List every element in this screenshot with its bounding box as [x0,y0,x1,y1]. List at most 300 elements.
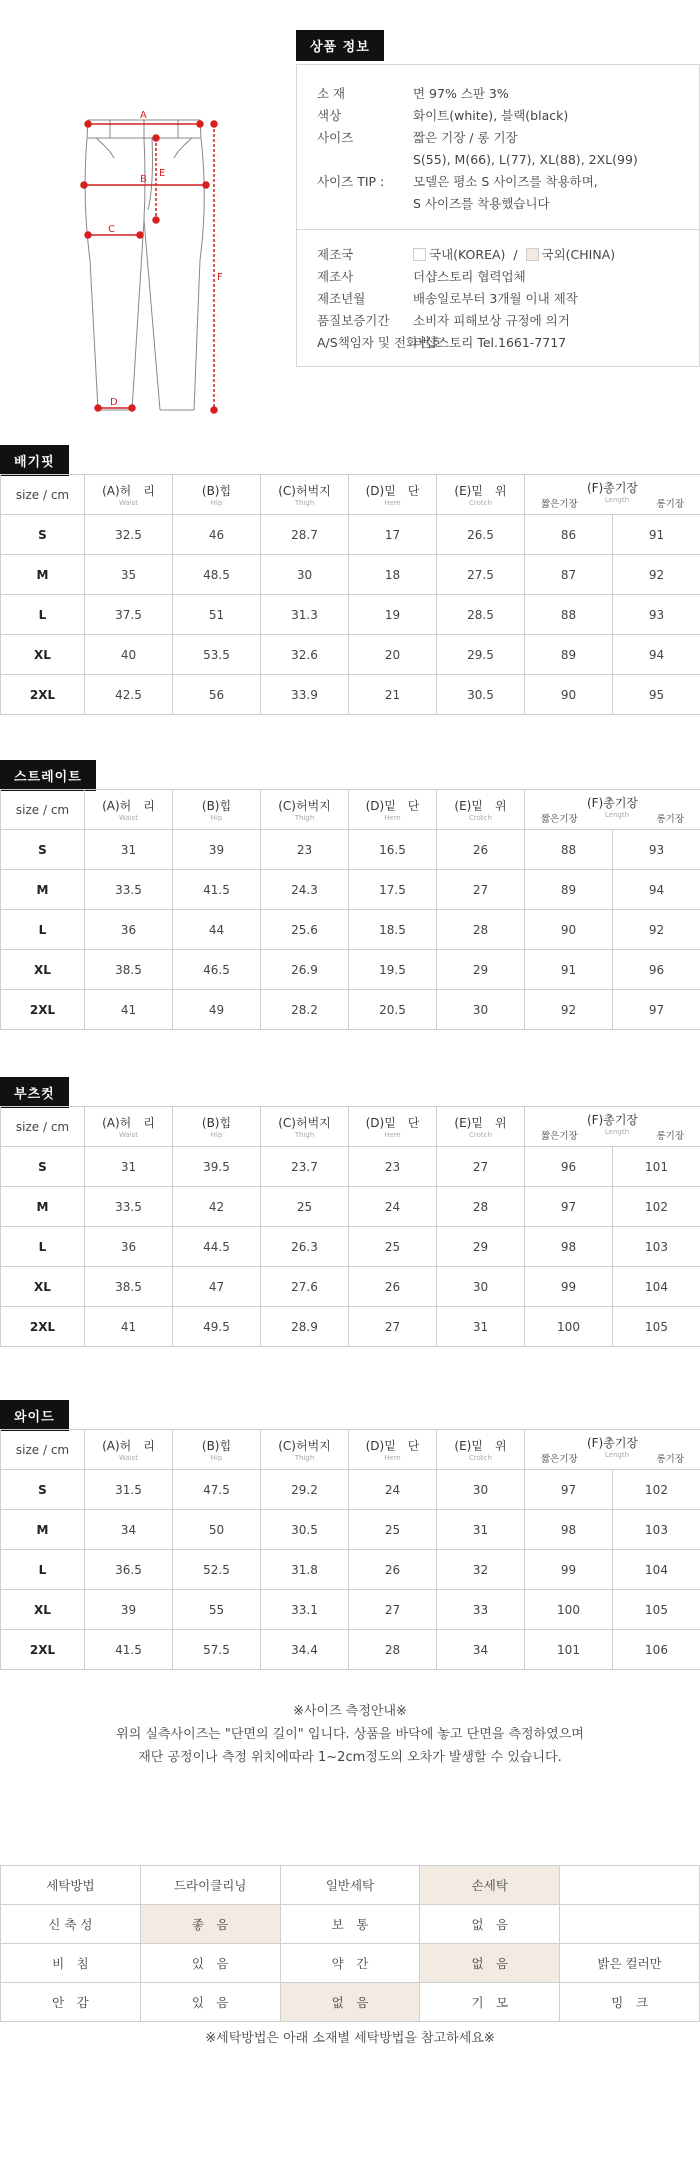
value-cell-short: 91 [525,950,613,990]
spec-row [297,105,699,127]
spec-row [297,127,699,149]
table-row [1,830,700,870]
size-cell: S [1,830,85,870]
value-cell-short: 98 [525,1227,613,1267]
value-cell-e: 31 [437,1307,525,1347]
header-b [173,1430,261,1470]
value-cell-long: 104 [613,1550,700,1590]
value-cell-b: 56 [173,675,261,715]
value-cell-short: 92 [525,990,613,1030]
value-cell-c: 29.2 [261,1470,349,1510]
manufacture-row [297,288,699,310]
care-cell: 기 모 [420,1983,560,2022]
value-cell-a: 36 [85,910,173,950]
header-short-label: 짧은기장 [541,1454,578,1465]
care-cell: 밝은 컬러만 [560,1944,700,1983]
manufacture-value: 더샵스토리 협력업체 [413,269,526,284]
manufacture-value: 소비자 피해보상 규정에 의거 [413,313,570,328]
size-cell: 2XL [1,1307,85,1347]
value-cell-b: 44 [173,910,261,950]
pants-illustration [70,80,230,420]
value-cell-short: 101 [525,1630,613,1670]
value-cell-d: 26 [349,1550,437,1590]
header-e-label: (E)밑 위 [454,1116,507,1130]
value-cell-b: 57.5 [173,1630,261,1670]
header-a-label: (A)허 리 [102,484,155,498]
value-cell-short: 88 [525,595,613,635]
table-row [1,1590,700,1630]
value-cell-a: 36.5 [85,1550,173,1590]
value-cell-b: 50 [173,1510,261,1550]
country-label: 제조국 [317,247,354,262]
value-cell-long: 103 [613,1510,700,1550]
header-length-en: Length [605,1128,630,1136]
value-cell-a: 31 [85,1147,173,1187]
size-cell: S [1,515,85,555]
header-c-sub: Thigh [294,814,315,822]
manufacture-label: 제조년월 [317,291,366,306]
table-row [1,1307,700,1347]
header-length-label: (F)총기장 [586,796,639,810]
value-cell-a: 38.5 [85,950,173,990]
pants-measurement-diagram [70,80,230,420]
measure-note-line2: 재단 공정이나 측정 위치에따라 1~2cm정도의 오차가 발생할 수 있습니다. [138,1750,562,1765]
care-row [1,1905,700,1944]
care-cell [560,1866,700,1905]
value-cell-d: 20.5 [349,990,437,1030]
value-cell-b: 46.5 [173,950,261,990]
value-cell-b: 42 [173,1187,261,1227]
value-cell-c: 28.2 [261,990,349,1030]
value-cell-a: 31 [85,830,173,870]
size-cell: XL [1,635,85,675]
spec-value: S(55), M(66), L(77), XL(88), 2XL(99) [413,152,638,167]
value-cell-e: 27 [437,870,525,910]
value-cell-long: 93 [613,830,700,870]
header-e-sub: Crotch [469,814,492,822]
value-cell-e: 32 [437,1550,525,1590]
header-b [173,790,261,830]
value-cell-short: 99 [525,1550,613,1590]
value-cell-e: 30 [437,990,525,1030]
header-d-label: (D)밑 단 [365,1116,420,1130]
value-cell-a: 35 [85,555,173,595]
value-cell-long: 106 [613,1630,700,1670]
header-e-label: (E)밑 위 [454,484,507,498]
value-cell-short: 88 [525,830,613,870]
size-cell: S [1,1470,85,1510]
product-spec-list [297,65,699,230]
value-cell-long: 94 [613,635,700,675]
value-cell-a: 34 [85,1510,173,1550]
value-cell-b: 52.5 [173,1550,261,1590]
header-short-label: 짧은기장 [541,814,578,825]
measure-note [0,1700,700,1769]
size-table-block [0,760,700,1017]
header-c-label: (C)허벅지 [278,799,331,813]
size-table-title: 부츠컷 [0,1077,69,1108]
header-d-sub: Hem [384,499,401,507]
value-cell-long: 104 [613,1267,700,1307]
value-cell-c: 30.5 [261,1510,349,1550]
header-size: size / cm [1,1430,85,1470]
care-cell: 좋 음 [140,1905,280,1944]
value-cell-c: 23 [261,830,349,870]
value-cell-e: 30.5 [437,675,525,715]
header-length-en: Length [605,496,630,504]
header-b [173,475,261,515]
value-cell-d: 26 [349,1267,437,1307]
manufacture-value: 더샵스토리 Tel.1661-7717 [413,335,567,350]
header-d [349,1107,437,1147]
header-d-label: (D)밑 단 [365,799,420,813]
product-info-box [296,64,700,367]
care-cell: 없 음 [420,1944,560,1983]
value-cell-d: 27 [349,1307,437,1347]
header-a-label: (A)허 리 [102,1116,155,1130]
spec-label [297,193,413,215]
header-size: size / cm [1,1107,85,1147]
header-c-sub: Thigh [294,499,315,507]
header-short-label: 짧은기장 [541,499,578,510]
value-cell-e: 29 [437,950,525,990]
value-cell-b: 51 [173,595,261,635]
header-c [261,475,349,515]
size-cell: L [1,910,85,950]
header-b-sub: Hip [210,1454,223,1462]
spec-row [297,83,699,105]
value-cell-b: 55 [173,1590,261,1630]
size-cell: XL [1,950,85,990]
value-cell-c: 28.9 [261,1307,349,1347]
header-length [525,475,700,515]
size-cell: 2XL [1,990,85,1030]
header-a-sub: Waist [118,1131,139,1139]
header-b-label: (B)힙 [201,1439,232,1453]
header-c [261,790,349,830]
size-table [0,789,700,1030]
header-a-label: (A)허 리 [102,1439,155,1453]
value-cell-d: 24 [349,1187,437,1227]
checkbox-china [526,248,539,261]
care-cell: 있 음 [140,1983,280,2022]
value-cell-e: 27 [437,1147,525,1187]
label-a: A [140,110,147,121]
header-c-sub: Thigh [294,1454,315,1462]
header-c-label: (C)허벅지 [278,484,331,498]
table-row [1,1227,700,1267]
value-cell-short: 89 [525,870,613,910]
header-long-label: 롱기장 [656,1131,684,1142]
value-cell-e: 33 [437,1590,525,1630]
value-cell-c: 26.9 [261,950,349,990]
value-cell-long: 92 [613,910,700,950]
header-long-label: 롱기장 [656,814,684,825]
spec-value: 화이트(white), 블랙(black) [413,108,569,123]
size-table [0,474,700,715]
value-cell-b: 48.5 [173,555,261,595]
value-cell-b: 46 [173,515,261,555]
header-length-label: (F)총기장 [586,1436,639,1450]
table-row [1,1550,700,1590]
value-cell-d: 17 [349,515,437,555]
size-table [0,1106,700,1347]
size-table-title: 배기핏 [0,445,69,476]
value-cell-d: 19 [349,595,437,635]
header-e-sub: Crotch [469,1454,492,1462]
care-cell: 드라이클리닝 [140,1866,280,1905]
header-a-sub: Waist [118,499,139,507]
header-e-sub: Crotch [469,499,492,507]
country-korea: 국내(KOREA) [429,247,506,262]
header-long-label: 롱기장 [656,1454,684,1465]
value-cell-short: 100 [525,1590,613,1630]
value-cell-e: 29.5 [437,635,525,675]
spec-value: 면 97% 스판 3% [413,86,509,101]
header-b-label: (B)힙 [201,799,232,813]
label-b: B [140,174,147,185]
value-cell-long: 94 [613,870,700,910]
size-table [0,1429,700,1670]
table-row [1,1147,700,1187]
value-cell-a: 38.5 [85,1267,173,1307]
size-cell: M [1,555,85,595]
care-row [1,1866,700,1905]
header-length-sub [525,811,700,825]
size-cell: 2XL [1,1630,85,1670]
care-cell [560,1905,700,1944]
care-cell: 밍 크 [560,1983,700,2022]
table-row [1,1267,700,1307]
care-cell: 있 음 [140,1944,280,1983]
header-d [349,475,437,515]
value-cell-e: 26.5 [437,515,525,555]
care-cell: 비 침 [1,1944,141,1983]
manufacture-row [297,310,699,332]
value-cell-short: 98 [525,1510,613,1550]
value-cell-c: 33.1 [261,1590,349,1630]
checkbox-korea [413,248,426,261]
header-e-label: (E)밑 위 [454,799,507,813]
value-cell-a: 33.5 [85,870,173,910]
header-b-label: (B)힙 [201,484,232,498]
header-e-label: (E)밑 위 [454,1439,507,1453]
manufacture-label: 품질보증기간 [317,313,390,328]
header-d-label: (D)밑 단 [365,1439,420,1453]
value-cell-long: 96 [613,950,700,990]
spec-value: S 사이즈를 착용했습니다 [413,196,550,211]
value-cell-a: 31.5 [85,1470,173,1510]
value-cell-c: 33.9 [261,675,349,715]
value-cell-long: 95 [613,675,700,715]
value-cell-b: 44.5 [173,1227,261,1267]
header-length-en: Length [605,1451,630,1459]
header-b-sub: Hip [210,499,223,507]
value-cell-a: 36 [85,1227,173,1267]
table-row [1,1630,700,1670]
label-d: D [110,397,118,408]
value-cell-long: 102 [613,1470,700,1510]
value-cell-c: 32.6 [261,635,349,675]
value-cell-long: 105 [613,1590,700,1630]
value-cell-e: 30 [437,1267,525,1307]
value-cell-d: 16.5 [349,830,437,870]
value-cell-d: 20 [349,635,437,675]
value-cell-e: 28.5 [437,595,525,635]
value-cell-a: 32.5 [85,515,173,555]
header-length [525,1430,700,1470]
value-cell-a: 41.5 [85,1630,173,1670]
header-length-sub [525,1128,700,1142]
value-cell-short: 97 [525,1470,613,1510]
table-row [1,1187,700,1227]
size-cell: L [1,1227,85,1267]
value-cell-short: 89 [525,635,613,675]
value-cell-short: 90 [525,910,613,950]
spec-value: 짧은 기장 / 롱 기장 [413,130,518,145]
value-cell-c: 25 [261,1187,349,1227]
value-cell-c: 31.8 [261,1550,349,1590]
value-cell-b: 47 [173,1267,261,1307]
product-info-section [0,30,700,410]
value-cell-long: 92 [613,555,700,595]
measure-note-title: ※사이즈 측정안내※ [293,1704,407,1719]
value-cell-long: 103 [613,1227,700,1267]
manufacture-value: 배송일로부터 3개월 이내 제작 [413,291,578,306]
value-cell-d: 18 [349,555,437,595]
manufacture-rows [297,266,699,354]
care-cell: 약 간 [280,1944,420,1983]
table-row [1,635,700,675]
value-cell-short: 87 [525,555,613,595]
value-cell-short: 100 [525,1307,613,1347]
value-cell-e: 27.5 [437,555,525,595]
header-a-sub: Waist [118,1454,139,1462]
header-a [85,1430,173,1470]
spec-row [297,193,699,215]
value-cell-e: 30 [437,1470,525,1510]
header-c-label: (C)허벅지 [278,1439,331,1453]
country-separator: / [513,247,518,262]
value-cell-long: 93 [613,595,700,635]
header-length-label: (F)총기장 [586,481,639,495]
care-table [0,1865,700,2022]
value-cell-d: 27 [349,1590,437,1630]
header-length [525,790,700,830]
value-cell-d: 18.5 [349,910,437,950]
size-cell: M [1,870,85,910]
value-cell-c: 31.3 [261,595,349,635]
care-note: ※세탁방법은 아래 소재별 세탁방법을 참고하세요※ [205,2031,495,2046]
spec-label: 소 재 [317,86,346,101]
value-cell-c: 23.7 [261,1147,349,1187]
header-length-label: (F)총기장 [586,1113,639,1127]
value-cell-b: 49.5 [173,1307,261,1347]
size-cell: S [1,1147,85,1187]
table-row [1,950,700,990]
table-row [1,990,700,1030]
table-row [1,910,700,950]
size-cell: L [1,595,85,635]
value-cell-short: 90 [525,675,613,715]
value-cell-e: 31 [437,1510,525,1550]
spec-label [297,149,413,171]
value-cell-c: 28.7 [261,515,349,555]
header-row [1,1430,700,1470]
manufacture-row [297,332,699,354]
value-cell-a: 42.5 [85,675,173,715]
country-china: 국외(CHINA) [541,247,616,262]
header-c-sub: Thigh [294,1131,315,1139]
value-cell-long: 102 [613,1187,700,1227]
value-cell-b: 41.5 [173,870,261,910]
value-cell-a: 33.5 [85,1187,173,1227]
value-cell-long: 91 [613,515,700,555]
value-cell-c: 34.4 [261,1630,349,1670]
size-table-block [0,445,700,702]
value-cell-d: 19.5 [349,950,437,990]
value-cell-short: 97 [525,1187,613,1227]
header-a [85,790,173,830]
value-cell-e: 28 [437,910,525,950]
measure-note-line1: 위의 실측사이즈는 "단면의 길이" 입니다. 상품을 바닥에 놓고 단면을 측정하였으며 [116,1727,584,1742]
value-cell-b: 39.5 [173,1147,261,1187]
header-size: size / cm [1,475,85,515]
header-e [437,1430,525,1470]
table-row [1,675,700,715]
value-cell-d: 25 [349,1510,437,1550]
header-d-label: (D)밑 단 [365,484,420,498]
header-e [437,1107,525,1147]
header-d-sub: Hem [384,1131,401,1139]
size-table-title: 와이드 [0,1400,69,1431]
care-cell: 일반세탁 [280,1866,420,1905]
header-length-en: Length [605,811,630,819]
value-cell-b: 49 [173,990,261,1030]
header-long-label: 롱기장 [656,499,684,510]
size-cell: 2XL [1,675,85,715]
value-cell-short: 86 [525,515,613,555]
size-table-title: 스트레이트 [0,760,96,791]
spec-label: 색상 [317,108,342,123]
spec-label: 사이즈 TIP : [317,174,385,189]
value-cell-long: 101 [613,1147,700,1187]
size-cell: XL [1,1267,85,1307]
value-cell-d: 28 [349,1630,437,1670]
header-d [349,790,437,830]
header-d-sub: Hem [384,1454,401,1462]
size-table-block [0,1077,700,1334]
header-short-label: 짧은기장 [541,1131,578,1142]
value-cell-d: 17.5 [349,870,437,910]
value-cell-short: 99 [525,1267,613,1307]
header-e [437,475,525,515]
value-cell-e: 28 [437,1187,525,1227]
size-cell: L [1,1550,85,1590]
header-a [85,1107,173,1147]
header-d [349,1430,437,1470]
value-cell-a: 41 [85,1307,173,1347]
value-cell-d: 23 [349,1147,437,1187]
table-row [1,595,700,635]
label-f: F [217,272,223,283]
header-a [85,475,173,515]
header-row [1,1107,700,1147]
size-cell: M [1,1510,85,1550]
spec-row [297,149,699,171]
table-row [1,555,700,595]
care-cell: 세탁방법 [1,1866,141,1905]
